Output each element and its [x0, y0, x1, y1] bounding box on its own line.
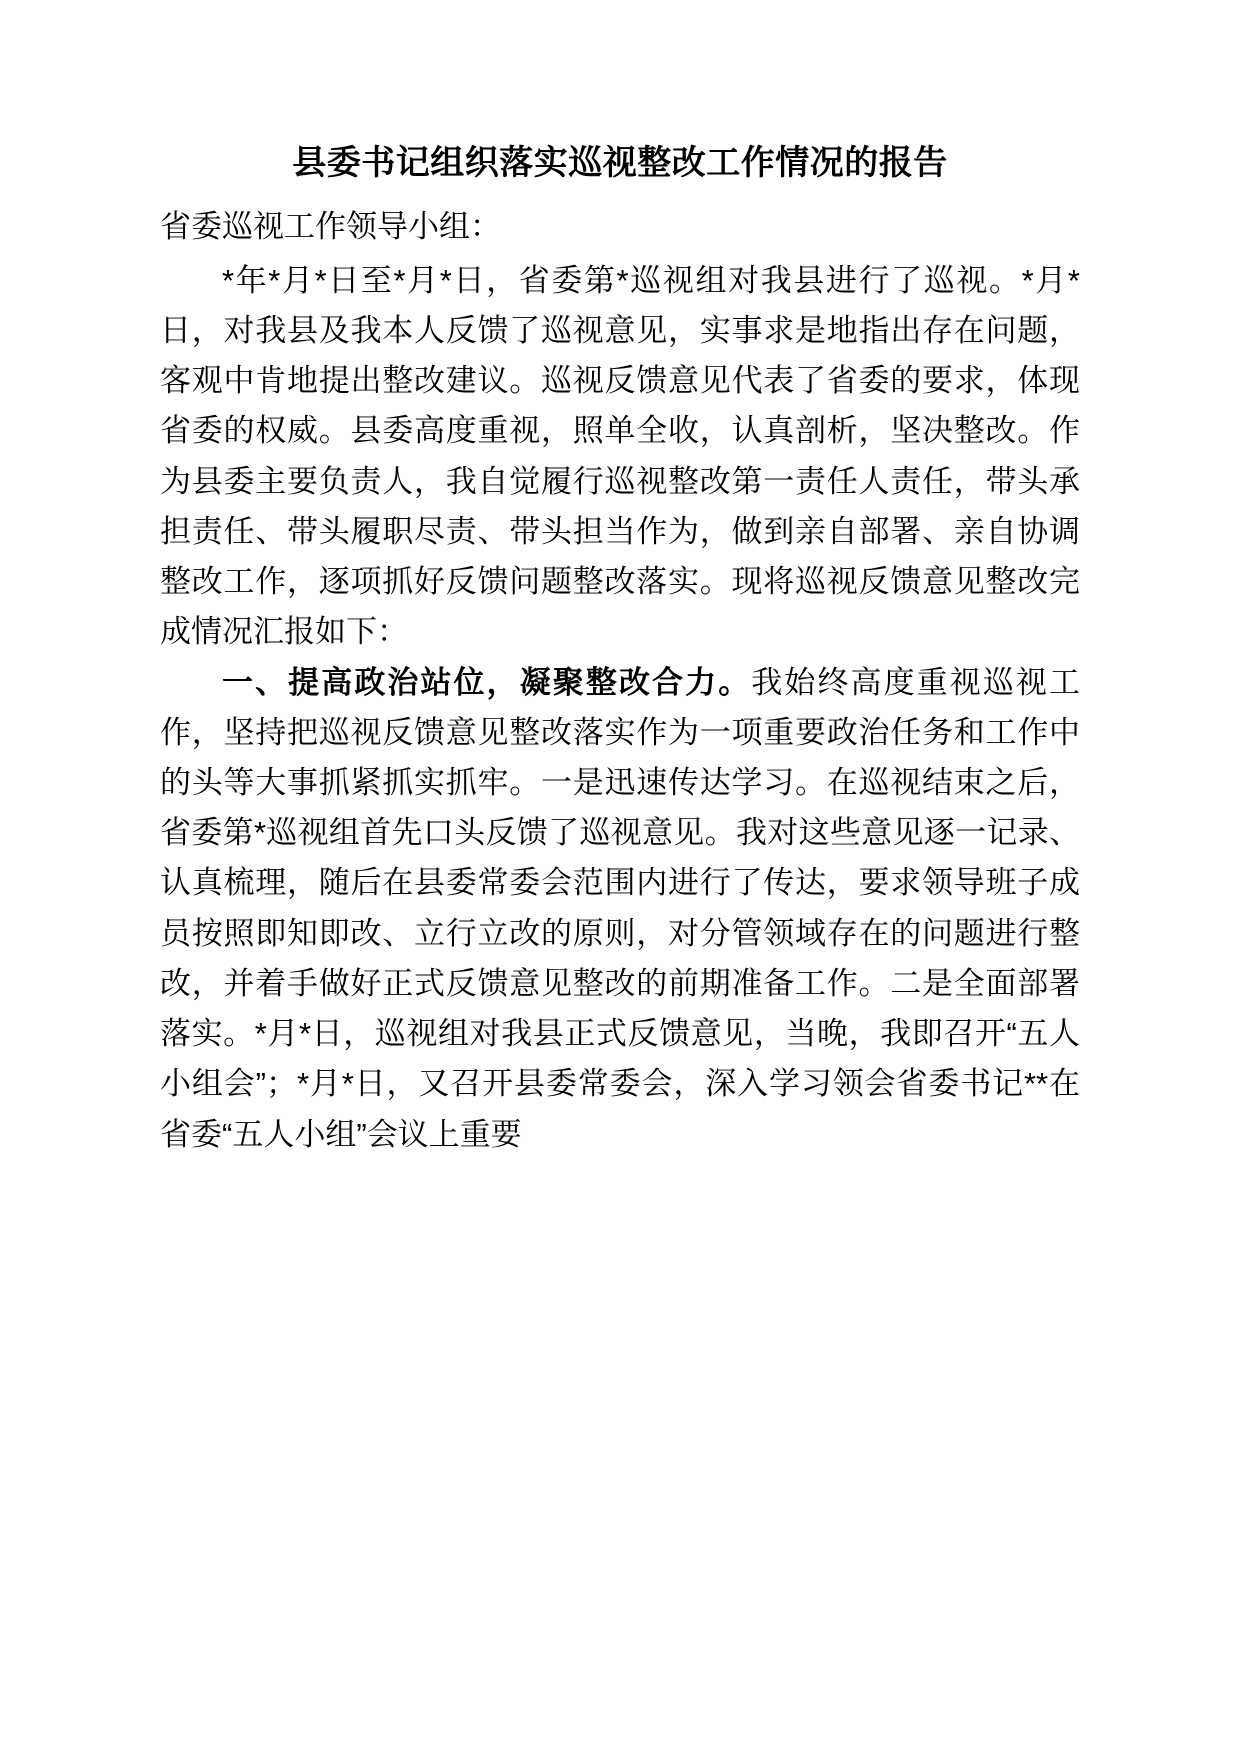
paragraph-section-one [160, 658, 1080, 1160]
page-title: 县委书记组织落实巡视整改工作情况的报告 [292, 144, 948, 182]
paragraph-intro: *年*月*日至*月*日，省委第*巡视组对我县进行了巡视。*月*日，对我县及我本人反馈了巡视意见，实事求是地指出存在问题，客观中肯地提出整改建议。巡视反馈意见代表了省委的要求，体现省委的权威。县委高度重视，照单全收，认真剖析，坚决整改。作为县委主要负责人，我自觉履行巡视整改第一责任人责任，带头承担责任、带头履职尽责、带头担当作为，做到亲自部署、亲自协调整改工作，逐项抓好反馈问题整改落实。现将巡视反馈意见整改完成情况汇报如下： [160, 262, 1080, 650]
section-body-one: 我始终高度重视巡视工作，坚持把巡视反馈意见整改落实作为一项重要政治任务和工作中的头等大事抓紧抓实抓牢。一是迅速传达学习。在巡视结束之后，省委第*巡视组首先口头反馈了巡视意见。我对这些意见逐一记录、认真梳理，随后在县委常委会范围内进行了传达，要求领导班子成员按照即知即改、立行立改的原则，对分管领域存在的问题进行整改，并着手做好正式反馈意见整改的前期准备工作。二是全面部署落实。*月*日，巡视组对我县正式反馈意见，当晚，我即召开“五人小组会”；*月*日，又召开县委常委会，深入学习领会省委书记**在省委“五人小组”会议上重要 [160, 664, 1081, 1152]
salutation: 省委巡视工作领导小组： [160, 208, 501, 244]
section-heading-one: 一、提高政治站位，凝聚整改合力。 [222, 664, 752, 700]
